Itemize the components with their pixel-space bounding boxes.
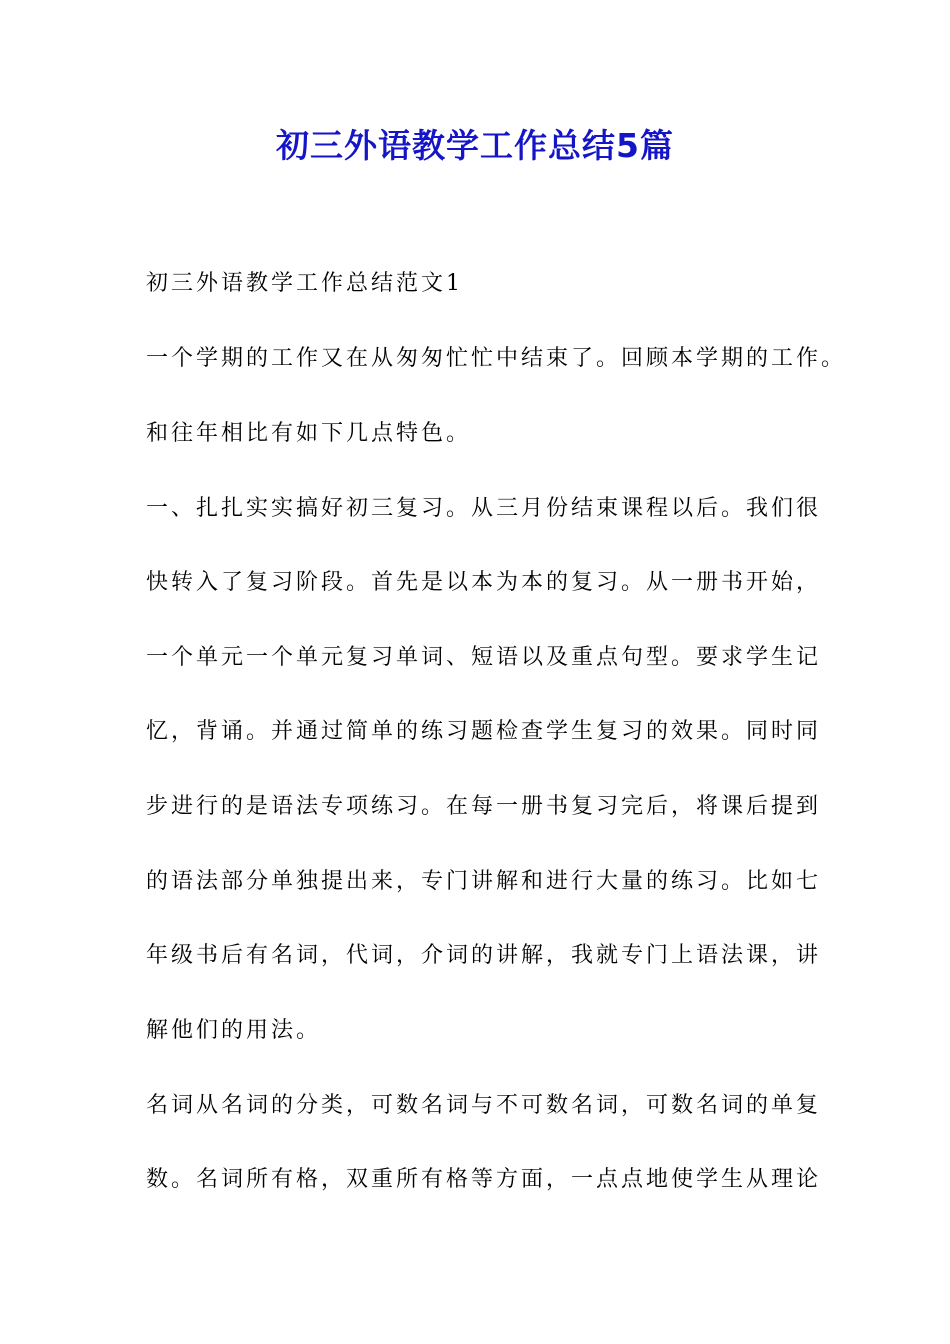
paragraph-line: 年级书后有名词，代词，介词的讲解，我就专门上语法课，讲	[146, 943, 822, 968]
paragraph-line: 一个单元一个单元复习单词、短语以及重点句型。要求学生记	[146, 645, 822, 670]
paragraph-line: 的语法部分单独提出来，专门讲解和进行大量的练习。比如七	[146, 869, 822, 894]
document-title: 初三外语教学工作总结5篇	[276, 126, 674, 165]
paragraph-line: 和往年相比有如下几点特色。	[146, 421, 472, 446]
paragraph-line: 步进行的是语法专项练习。在每一册书复习完后，将课后提到	[146, 794, 822, 819]
paragraph-line: 数。名词所有格，双重所有格等方面，一点点地使学生从理论	[146, 1167, 822, 1192]
paragraph-line: 快转入了复习阶段。首先是以本为本的复习。从一册书开始，	[146, 570, 822, 595]
paragraph-line: 一个学期的工作又在从匆匆忙忙中结束了。回顾本学期的工作。	[146, 346, 847, 371]
paragraph-line: 忆，背诵。并通过简单的练习题检查学生复习的效果。同时同	[146, 719, 822, 744]
paragraph-line: 一、扎扎实实搞好初三复习。从三月份结束课程以后。我们很	[146, 496, 822, 521]
paragraph-line: 解他们的用法。	[146, 1018, 322, 1043]
paragraph-line: 名词从名词的分类，可数名词与不可数名词，可数名词的单复	[146, 1093, 822, 1118]
section-heading: 初三外语教学工作总结范文1	[146, 271, 463, 296]
